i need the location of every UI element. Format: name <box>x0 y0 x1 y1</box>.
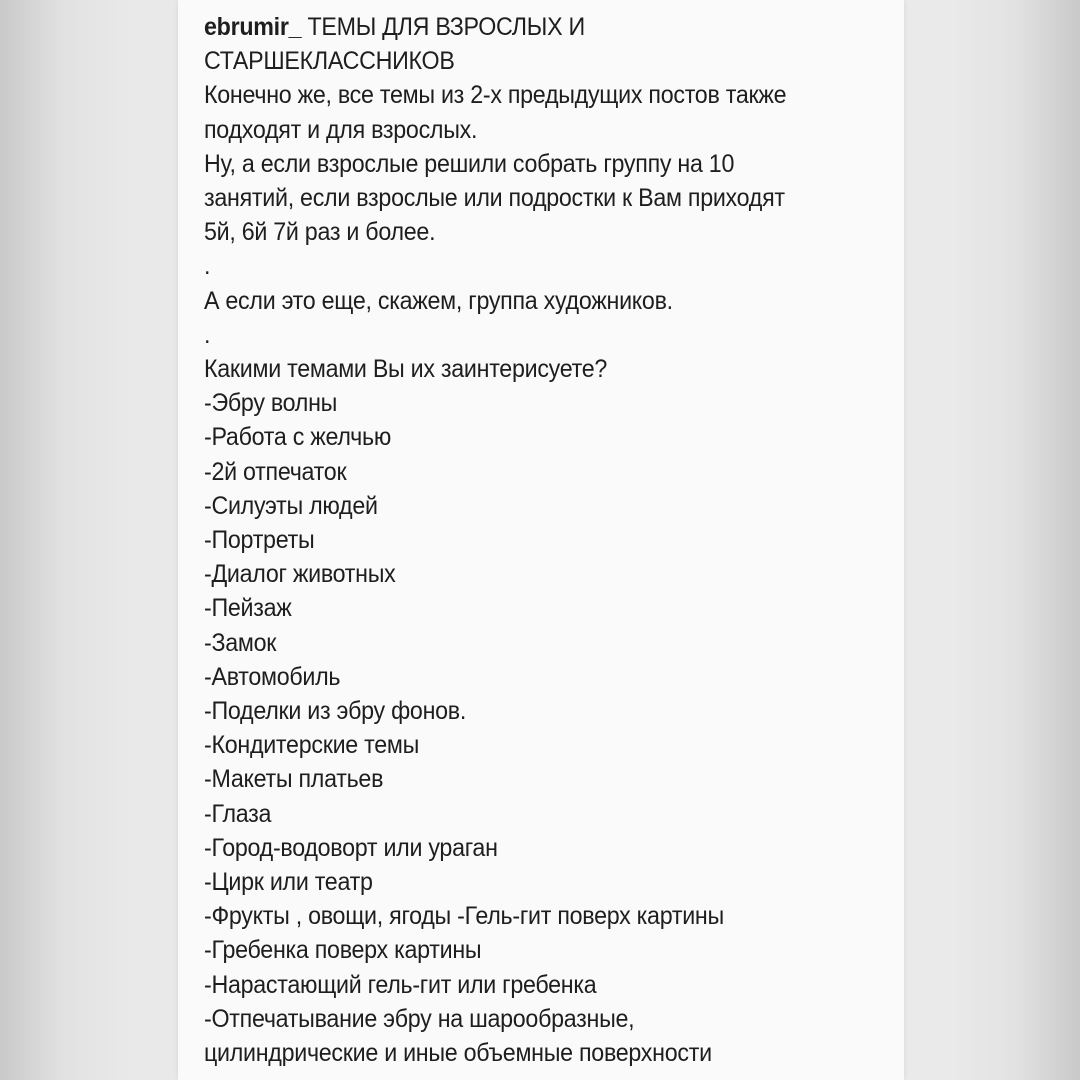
list-item: -Замок <box>204 628 277 657</box>
list-item: -Макеты платьев <box>204 765 384 794</box>
list-item: -Работа с желчью <box>204 423 391 452</box>
post-page <box>178 0 904 1080</box>
author-username[interactable]: ebrumir_ <box>204 13 302 41</box>
list-item: -2й отпечаток <box>204 457 347 486</box>
list-item: -Отпечатывание эбру на шарообразные, <box>204 1004 635 1033</box>
intro-line-2: подходят и для взрослых. <box>204 115 478 144</box>
intro-line-4: занятий, если взрослые или подростки к Вам приходят <box>204 184 785 213</box>
list-item: -Пейзаж <box>204 594 292 623</box>
list-item: -Кондитерские темы <box>204 731 420 760</box>
separator-dot-1: . <box>204 252 211 281</box>
list-item: -Эбру волны <box>204 389 338 418</box>
list-item: -Глаза <box>204 799 272 828</box>
list-item: -Поделки из эбру фонов. <box>204 697 467 726</box>
list-item: -Гребенка поверх картины <box>204 936 482 965</box>
list-item: -Фрукты , овощи, ягоды -Гель-гит поверх картины <box>204 902 724 931</box>
post-title-part1: ТЕМЫ ДЛЯ ВЗРОСЛЫХ И <box>301 13 585 41</box>
list-item: -Силуэты людей <box>204 491 378 520</box>
post-caption <box>204 10 883 1070</box>
intro-line-3: Ну, а если взрослые решили собрать группу на 10 <box>204 149 735 178</box>
intro-line-5: 5й, 6й 7й раз и более. <box>204 218 436 247</box>
list-item: цилиндрические и иные объемные поверхности <box>204 1039 712 1068</box>
separator-dot-2: . <box>204 320 211 349</box>
post-header <box>204 10 883 44</box>
question-line: Какими темами Вы их заинтерисуете? <box>204 355 608 383</box>
list-item: -Цирк или театр <box>204 868 373 897</box>
artists-line: А если это еще, скажем, группа художников. <box>204 286 673 315</box>
list-item: -Нарастающий гель-гит или гребенка <box>204 970 597 999</box>
list-item: -Город-водоворт или ураган <box>204 833 498 862</box>
intro-line-1: Конечно же, все темы из 2-х предыдущих постов также <box>204 81 787 110</box>
post-title-part2: СТАРШЕКЛАССНИКОВ <box>204 47 455 76</box>
list-item: -Автомобиль <box>204 662 341 691</box>
list-item: -Портреты <box>204 526 315 555</box>
list-item: -Диалог животных <box>204 560 396 589</box>
